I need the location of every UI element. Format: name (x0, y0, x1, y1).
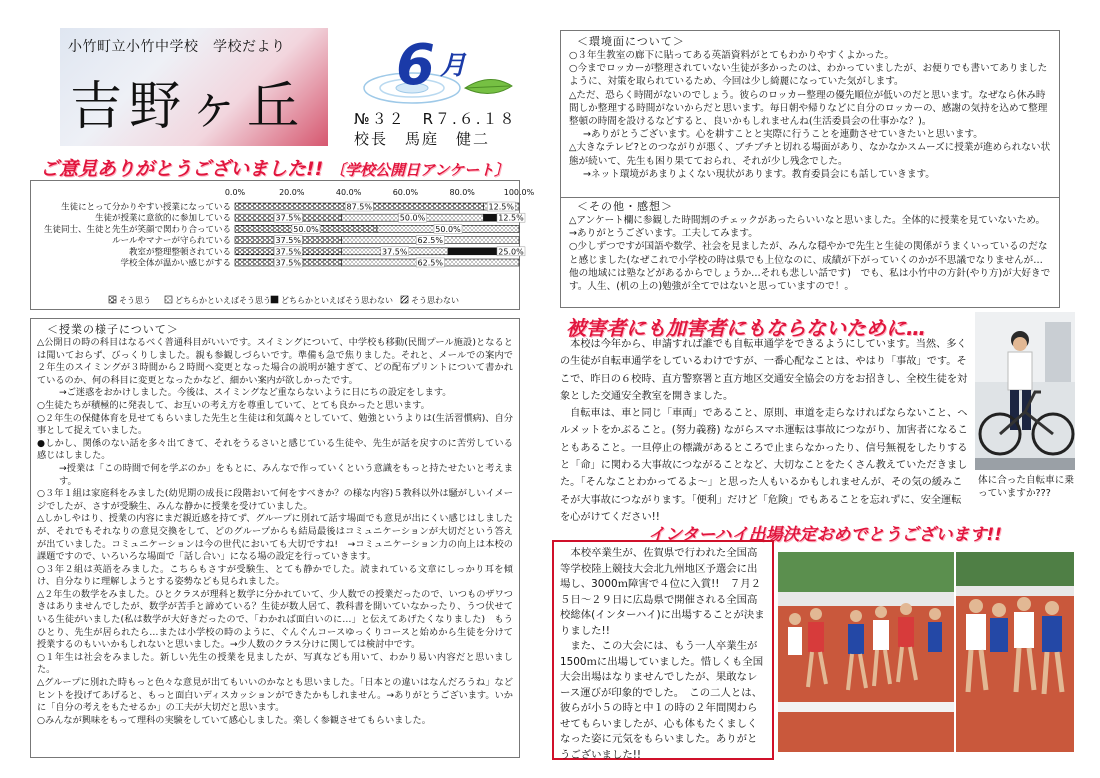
x-tick-label: 100.0% (503, 188, 535, 197)
month-badge (350, 30, 520, 110)
legend-label: どちらかといえばそう思わない (281, 296, 393, 305)
data-label: 50.0% (293, 224, 319, 234)
x-tick-label: 80.0% (449, 188, 475, 197)
class-section-title: ＜授業の様子について＞ (47, 323, 179, 336)
paragraph: △ただ、恐らく時間がないのでしょう。彼らのロッカー整理の優先順位が低いのだと思います。なぜなら休み時間しか整理する時間がないからだと思います。毎日朝や帰りなどに自分のロッカーの、感謝の気持を込めて整理整頓の時間を設けるなどすると、良いかもしれませんね(生活委員会の仕事かな？)。 (569, 89, 1048, 128)
paragraph: ○みんなが興味をもって理科の実験をしていて感心しました。楽しく参観させてもらいました。 (37, 714, 431, 726)
environment-section-body (569, 49, 1051, 181)
paragraph: ○少しずつですが国語や数学、社会を見ましたが、みんな穏やかで先生と生徒の関係がうまくいっているのだなと感じました(なぜこれで小学校の時は県でも上位なのに、成績が下がっていくのかが不思議でなりませんが… 他の地域には塾などがあるからでしょうか…それも悲しい話です) でも、私は小竹中の方針(やり方)が大好きです。人生、(机の上の)勉強が全てではないと思っていますので！。 (569, 241, 1053, 293)
survey-chart (30, 180, 535, 310)
legend-label: どちらかといえばそう思う (175, 296, 271, 305)
other-comments-section (560, 196, 1060, 308)
legend-label: そう思わない (411, 296, 459, 305)
category-label: 教室が整理整頓されている (128, 247, 231, 258)
category-label: 生徒にとって分かりやすい授業になっている (61, 202, 231, 213)
environment-section-title: ＜環境面について＞ (577, 35, 685, 48)
category-label: ルールやマナーが守られている (112, 236, 231, 247)
paragraph: △グループに別れた時もっと色々な意見が出てもいいのかなとも思いました。「日本との違いはなんだろうね」などヒントを投げてあげると、もっと面白いディスカッションができたかもしれません。→ありがとうございます。いかに「自分の考えをもたせるか」の工夫が大切だと思います。 (37, 677, 513, 714)
legend-swatch (271, 296, 278, 303)
other-section-title: ＜その他・感想＞ (577, 200, 673, 213)
paragraph: △２年生の数学をみました。ひとクラスが理科と数学に分かれていて、少人数での授業だったので、いつものザワつきはありませんでしたが、数学が苦手と諦めている？生徒が数人居て、教科書を開いていなかったり、うつ伏せている生徒がいました(私は数学が大好きだったので、「わかれば面白いのに…」と伝えてあげたくなりました) もうひとり、先生が居られたら…または小学校の時のように、ぐんぐんコースゆっくりコースと始めから生徒を分けて授業するのもいいかもしれないと思いました。→少人数のクラス分けに関しては検討中です。 (37, 588, 513, 651)
survey-chart-svg (31, 181, 535, 311)
paragraph: ○今までロッカーが整理されていない生徒が多かったのは、わかっていましたが、お便りでも書いてありましたように、対策を取られているため、今回は少し綺麗になっていた気がします。 (569, 63, 1048, 88)
paragraph: △大きなテレビ?とのつながりが悪く、ブチブチと切れる場面があり、なかなかスムーズに授業が進められない状態が続いて、先生も困り果てておられ、それが少し残念でした。 (569, 142, 1051, 167)
paragraph: ○３年１組は家庭科をみました(幼児期の成長に段階おいて何をすべきか？の様な内容)５教科以外は騒がしいイメージでしたが、さすが受験生、みんな静かに授業を受けていました。 (37, 488, 513, 512)
paragraph: ○１年生は社会をみました。新しい先生の授業を見ましたが、写真なども用いて、わかり易い内容だと思いました。 (37, 651, 513, 676)
data-label: 37.5% (275, 258, 301, 268)
distance-race-photo (956, 552, 1074, 752)
data-label: 37.5% (275, 247, 301, 257)
class-section-body (37, 337, 513, 727)
steeplechase-race-photo (778, 552, 954, 752)
paragraph: ○３年生教室の廊下に貼ってある英語資料がとてもわかりやすくよかった。 (569, 50, 894, 61)
data-label: 50.0% (435, 224, 461, 234)
photo-caption: 体に合った自転車に乗っていますか??? (978, 475, 1074, 499)
paragraph: ●しかし、関係のない話を多々出てきて、それをうるさいと感じている生徒や、先生が話を戻すのに苦労している感じはしました。 (37, 437, 513, 462)
leaf-icon (465, 79, 512, 93)
newsletter-title: 吉野ヶ丘 (70, 77, 307, 137)
paragraph: →ご迷惑をおかけしました。今後は、スイミングなど重ならないように日にちの設定をします。 (59, 387, 452, 399)
data-label: 37.5% (275, 236, 301, 246)
category-label: 学校全体が温かい感じがする (120, 258, 231, 269)
paragraph: →ネット環境があまりよくない現状があります。教育委員会にも話していきます。 (583, 168, 935, 180)
safety-headline: 被害者にも加害者にもならないために… (566, 316, 926, 340)
paragraph: →ありがとうございます。心を耕すことと実際に行うことを連動させていきたいと思います。 (583, 129, 983, 141)
data-label: 25.0% (498, 247, 524, 257)
interhigh-paragraph: また、この大会には、もう一人卒業生が1500ｍに出場していました。惜しくも全国大会出場はなりませんでしたが、果敢なレース運びが印象的でした。 この二人とは、彼らが小５の時と中１の時の２年間関わらせてもらいましたが、心も体もたくましくなった姿に元気をもらいました。ありがとうございました!! (560, 640, 764, 761)
data-label: 37.5% (275, 213, 301, 223)
paragraph: →授業は「この時間で何を学ぶのか」をもとに、みんなで作っていくという意識をもっと持たせたいと考えます。 (59, 462, 513, 487)
data-label: 12.5% (488, 202, 514, 212)
principal-name: 校長 馬庭 健二 (354, 130, 491, 148)
student-bicycle-photo (975, 312, 1075, 470)
interhigh-article (552, 540, 774, 760)
data-label: 50.0% (399, 213, 426, 223)
month-suffix: 月 (440, 51, 467, 81)
survey-headline (40, 154, 509, 181)
other-section-body (569, 214, 1051, 293)
environment-section (560, 30, 1060, 198)
issue-number: №３２ R７.６.１８ (354, 110, 517, 128)
survey-headline-main: ご意見ありがとうございました!! (40, 158, 324, 180)
school-name: 小竹町立小竹中学校 学校だより (68, 39, 286, 55)
paragraph: △アンケート欄に参観した時間割のチェックがあったらいいなと思いました。全体的に授業を見ていないため。→ありがとうございます。工夫してみます。 (569, 215, 1046, 240)
interhigh-headline: インターハイ出場決定おめでとうございます!! (648, 525, 1002, 545)
data-label: 37.5% (382, 247, 408, 257)
x-tick-label: 40.0% (335, 188, 362, 197)
data-label: 62.5% (417, 258, 443, 268)
legend-swatch (165, 296, 172, 303)
safety-article (560, 336, 970, 526)
legend-swatch (401, 296, 408, 303)
month-number: 6 (396, 33, 435, 98)
paragraph: △公開日の時の科目はなるべく普通科目がいいです。スイミングについて、中学校も移動(民間プール施設)となるとは聞いておらず、びっくりしました。親も参観しづらいです。準備も急で焦りました。それと、メールでの案内で２年生のスイミングが３時間から２時間へ変更となった場合の説明が雑すぎて、どの配布プリントについて書かれているのか、何の科目に変更となったかなど、細かい案内が欲しかったです。 (37, 337, 513, 386)
paragraph: ○生徒たちが積極的に発表して、お互いの考え方を尊重していて、とても良かったと思います。 (37, 399, 430, 411)
x-tick-label: 60.0% (392, 188, 419, 197)
x-tick-label: 0.0% (224, 188, 246, 197)
x-tick-label: 20.0% (279, 188, 305, 197)
class-observation-section (30, 318, 520, 758)
paragraph: △しかしやはり、授業の内容にまだ親近感を持てず、グループに別れて話す場面でも意見が出にくい感じはしましたが、それでもそれなりの意見交換をして、どのグループからも結局最後はコミュニケーションが大切だという答えが出ていました。コミュニケーションは今の世代においても大切ですね! →コミュニケーション力の向上は本校の課題ですので、いろいろな場面で「話し合い」になる場の設定を行っていきます。 (37, 513, 513, 563)
legend-label: そう思う (119, 296, 151, 305)
paragraph: ○２年生の保健体育を見せてもらいました先生と生徒は和気藹々としていて、勉強というよりは(生活習慣病)、自分事として捉えていました。 (37, 412, 513, 437)
safety-paragraph: 自転車は、車と同じ「車両」であること、原則、車道を走らなければならないこと、ヘルメットをかぶること。(努力義務) ながらスマホ運転は事故につながり、加害者になることもあること。一旦停止の標識があるところで止まらなかったり、信号無視をしたりすると「命」に関わる大事故につながることなど、大切なことをたくさん教えていただきました。「そんなことわかってるよ～」と思った人もいるかもしれませんが、その気の緩みこそが大事故につながります。「便利」だけど「危険」でもあることを忘れずに、安全運転を心がけてください!! (560, 408, 968, 523)
data-label: 87.5% (346, 202, 372, 212)
category-label: 生徒同士、生徒と先生が笑顔で関わり合っている (43, 224, 231, 235)
paragraph: ○３年２組は英語をみました。こちらもさすが受験生、とても静かでした。読まれている文章にしっかり耳を傾け、自分なりに理解しようとする姿勢なども見られました。 (37, 563, 513, 588)
survey-headline-sub: 〔学校公開日アンケート〕 (329, 161, 510, 179)
legend-swatch (109, 296, 116, 303)
interhigh-paragraph: 本校卒業生が、佐賀県で行われた全国高等学校陸上競技大会北九州地区予選会に出場し、3000ｍ障害で４位に入賞!! ７月２５日～２９日に広島県で開催される全国高校総体(インターハイ)に出場することが決まりました!! (560, 547, 765, 637)
safety-paragraph: 本校は今年から、申請すれば誰でも自転車通学をできるようにしています。当然、多くの生徒が自転車通学をしているわけですが、一番心配なことは、やはり「事故」です。そこで、昨日の６校時、直方警察署と直方地区交通安全協会の方をお招きし、全校生徒を対象とした交通安全教室を開きました。 (560, 339, 968, 402)
data-label: 62.5% (417, 236, 443, 246)
category-label: 生徒が授業に意欲的に参加している (94, 213, 231, 224)
data-label: 12.5% (498, 213, 524, 223)
